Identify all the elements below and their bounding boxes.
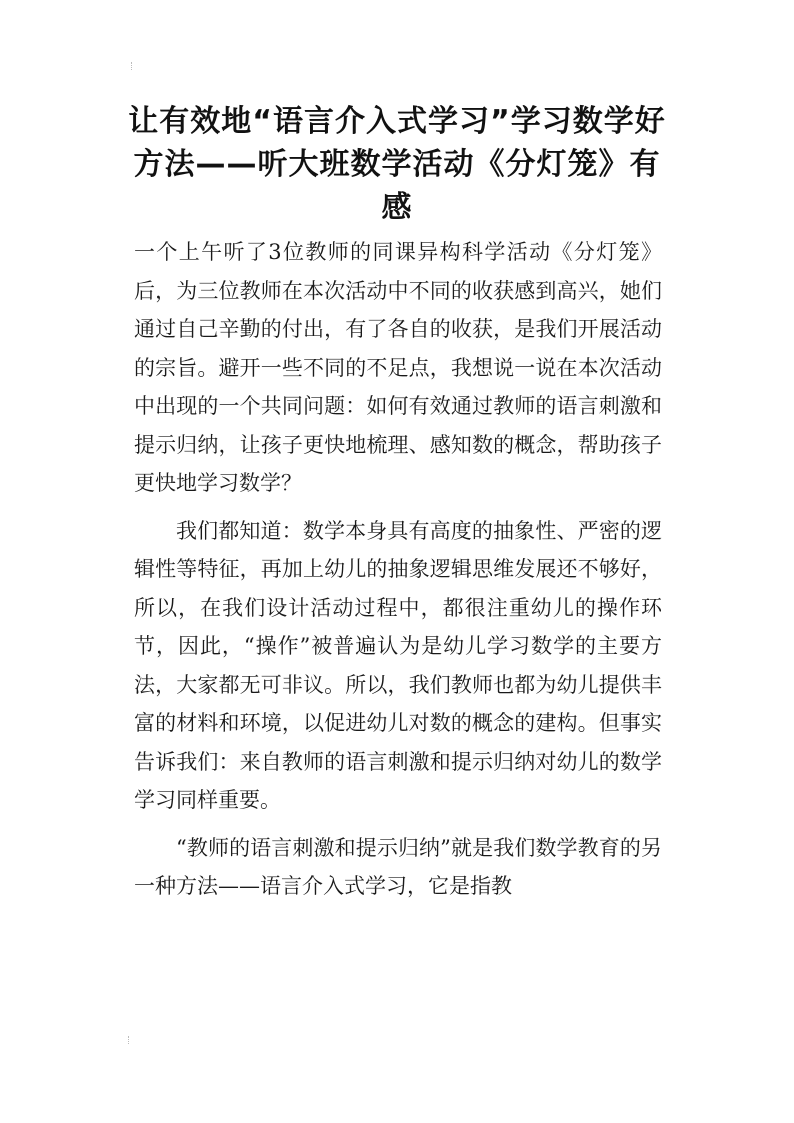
document-body — [134, 233, 662, 915]
paragraph: “教师的语言刺激和提示归纳”就是我们数学教育的另一种方法——语言介入式学习，它是指教 — [134, 835, 662, 898]
scan-mark — [131, 62, 136, 70]
paragraph: 一个上午听了3位教师的同课异构科学活动《分灯笼》后，为三位教师在本次活动中不同的收获感到高兴，她们通过自己辛勤的付出，有了各自的收获，是我们开展活动的宗旨。避开一些不同的不足点，我想说一说在本次活动中出现的一个共同问题：如何有效通过教师的语言刺激和提示归纳，让孩子更快地梳理、感知数的概念，帮助孩子更快地学习数学？ — [134, 240, 662, 495]
scan-mark — [128, 1036, 133, 1044]
document-title: 让有效地“语言介入式学习”学习数学好方法——听大班数学活动《分灯笼》有感 — [128, 104, 666, 225]
paragraph: 我们都知道：数学本身具有高度的抽象性、严密的逻辑性等特征，再加上幼儿的抽象逻辑思维发展还不够好，所以，在我们设计活动过程中，都很注重幼儿的操作环节，因此，“操作”被普遍认为是幼儿学习数学的主要方法，大家都无可非议。所以，我们教师也都为幼儿提供丰富的材料和环境，以促进幼儿对数的概念的建构。但事实告诉我们：来自教师的语言刺激和提示归纳对幼儿的数学学习同样重要。 — [134, 518, 662, 812]
